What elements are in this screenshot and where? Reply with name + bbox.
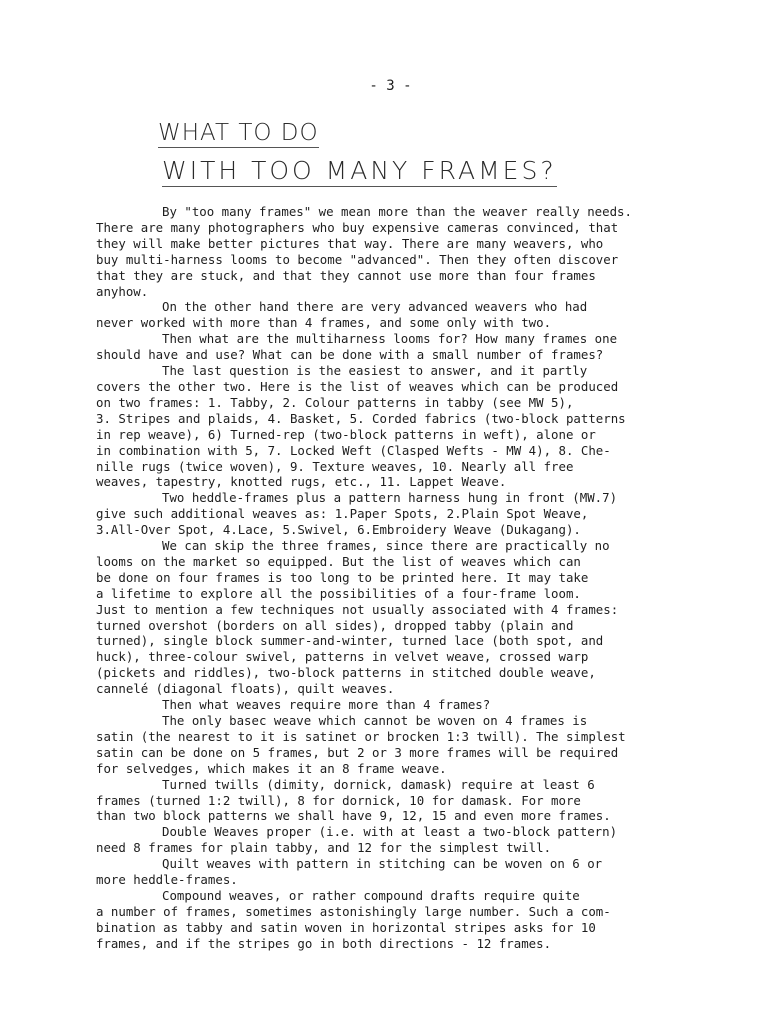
text-line: Then what weaves require more than 4 frames? — [162, 697, 491, 713]
text-line: more heddle-frames. — [96, 872, 238, 888]
text-line: (pickets and riddles), two-block patterns in stitched double weave, — [96, 665, 596, 681]
text-line: Then what are the multiharness looms for? How many frames one — [162, 331, 618, 347]
text-line: in combination with 5, 7. Locked Weft (Clasped Wefts - MW 4), 8. Che- — [96, 442, 611, 458]
paragraph — [96, 363, 696, 490]
text-line: turned), single block summer-and-winter, turned lace (both spot, and — [96, 633, 604, 649]
text-line: Two heddle-frames plus a pattern harness hung in front (MW.7) — [162, 490, 618, 506]
text-line: cannelé (diagonal floats), quilt weaves. — [96, 681, 395, 697]
text-line: The only basec weave which cannot be woven on 4 frames is — [162, 713, 588, 728]
text-line: The last question is the easiest to answer, and it partly — [162, 363, 588, 379]
text-line: Turned twills (dimity, dornick, damask) require at least 6 — [162, 776, 595, 792]
text-line: covers the other two. Here is the list of weaves which can be produced — [96, 378, 619, 394]
text-line: On the other hand there are very advanced weavers who had — [162, 299, 588, 315]
text-line: satin can be done on 5 frames, but 2 or 3 more frames will be required — [96, 744, 619, 760]
paragraph — [96, 538, 696, 697]
text-line: Quilt weaves with pattern in stitching can be woven on 6 or — [162, 856, 603, 872]
text-line: frames, and if the stripes go in both directions - 12 frames. — [96, 935, 552, 951]
text-line: 3. Stripes and plaids, 4. Basket, 5. Corded fabrics (two-block patterns — [96, 410, 626, 426]
text-line: looms on the market so equipped. But the list of weaves which can — [96, 553, 581, 569]
text-line: anyhow. — [96, 283, 149, 299]
text-line: on two frames: 1. Tabby, 2. Colour patterns in tabby (see MW 5), — [96, 394, 574, 410]
text-line: give such additional weaves as: 1.Paper Spots, 2.Plain Spot Weave, — [96, 506, 589, 522]
text-line: be done on four frames is too long to be printed here. It may take — [96, 569, 589, 585]
text-line: Compound weaves, or rather compound drafts require quite — [162, 887, 580, 903]
text-line: in rep weave), 6) Turned-rep (two-block patterns in weft), alone or — [96, 426, 596, 442]
text-line: a lifetime to explore all the possibilities of a four-frame loom. — [96, 585, 581, 601]
text-line: weaves, tapestry, knotted rugs, etc., 11. Lappet Weave. — [96, 474, 507, 490]
text-line: satin (the nearest to it is satinet or brocken 1:3 twill). The simplest — [96, 728, 626, 744]
text-line: There are many photographers who buy expensive cameras convinced, that — [96, 219, 619, 235]
paragraph — [96, 824, 696, 856]
paragraph — [96, 856, 696, 888]
text-line: Double Weaves proper (i.e. with at least a two-block pattern) — [162, 824, 618, 840]
text-line: frames (turned 1:2 twill), 8 for dornick, 10 for damask. For more — [96, 792, 581, 808]
text-line: buy multi-harness looms to become "advanced". Then they often discover — [96, 251, 619, 267]
text-line: than two block patterns we shall have 9, 12, 15 and even more frames. — [96, 808, 611, 824]
text-line: turned overshot (borders on all sides), dropped tabby (plain and — [96, 617, 574, 633]
title-line-1: WHAT TO DO — [158, 120, 319, 146]
paragraph — [96, 888, 696, 952]
text-line: By "too many frames" we mean more than the weaver really needs. — [162, 204, 632, 219]
paragraph — [96, 713, 696, 777]
text-line: they will make better pictures that way. There are many weavers, who — [96, 235, 604, 251]
paragraph — [96, 490, 696, 538]
text-line: nille rugs (twice woven), 9. Texture weaves, 10. Nearly all free — [96, 458, 574, 474]
text-line: never worked with more than 4 frames, and some only with two. — [96, 315, 552, 331]
text-line: should have and use? What can be done with a small number of frames? — [96, 347, 604, 363]
title-line-2: WITH TOO MANY FRAMES? — [162, 156, 557, 185]
page-number: - 3 - — [369, 78, 412, 94]
paragraph — [96, 204, 696, 299]
text-line: that they are stuck, and that they cannot use more than four frames — [96, 267, 596, 283]
text-line: Just to mention a few techniques not usually associated with 4 frames: — [96, 601, 619, 617]
paragraph — [96, 777, 696, 825]
text-line: huck), three-colour swivel, patterns in velvet weave, crossed warp — [96, 649, 589, 665]
text-line: bination as tabby and satin woven in horizontal stripes asks for 10 — [96, 919, 596, 935]
text-line: We can skip the three frames, since there are practically no — [162, 538, 610, 554]
text-line: a number of frames, sometimes astonishingly large number. Such a com- — [96, 903, 611, 919]
text-line: need 8 frames for plain tabby, and 12 for the simplest twill. — [96, 840, 552, 856]
paragraph — [96, 331, 696, 363]
paragraph — [96, 697, 696, 713]
paragraph — [96, 299, 696, 331]
article-body — [96, 204, 696, 952]
text-line: for selvedges, which makes it an 8 frame weave. — [96, 760, 447, 776]
text-line: 3.All-Over Spot, 4.Lace, 5.Swivel, 6.Embroidery Weave (Dukagang). — [96, 522, 581, 538]
